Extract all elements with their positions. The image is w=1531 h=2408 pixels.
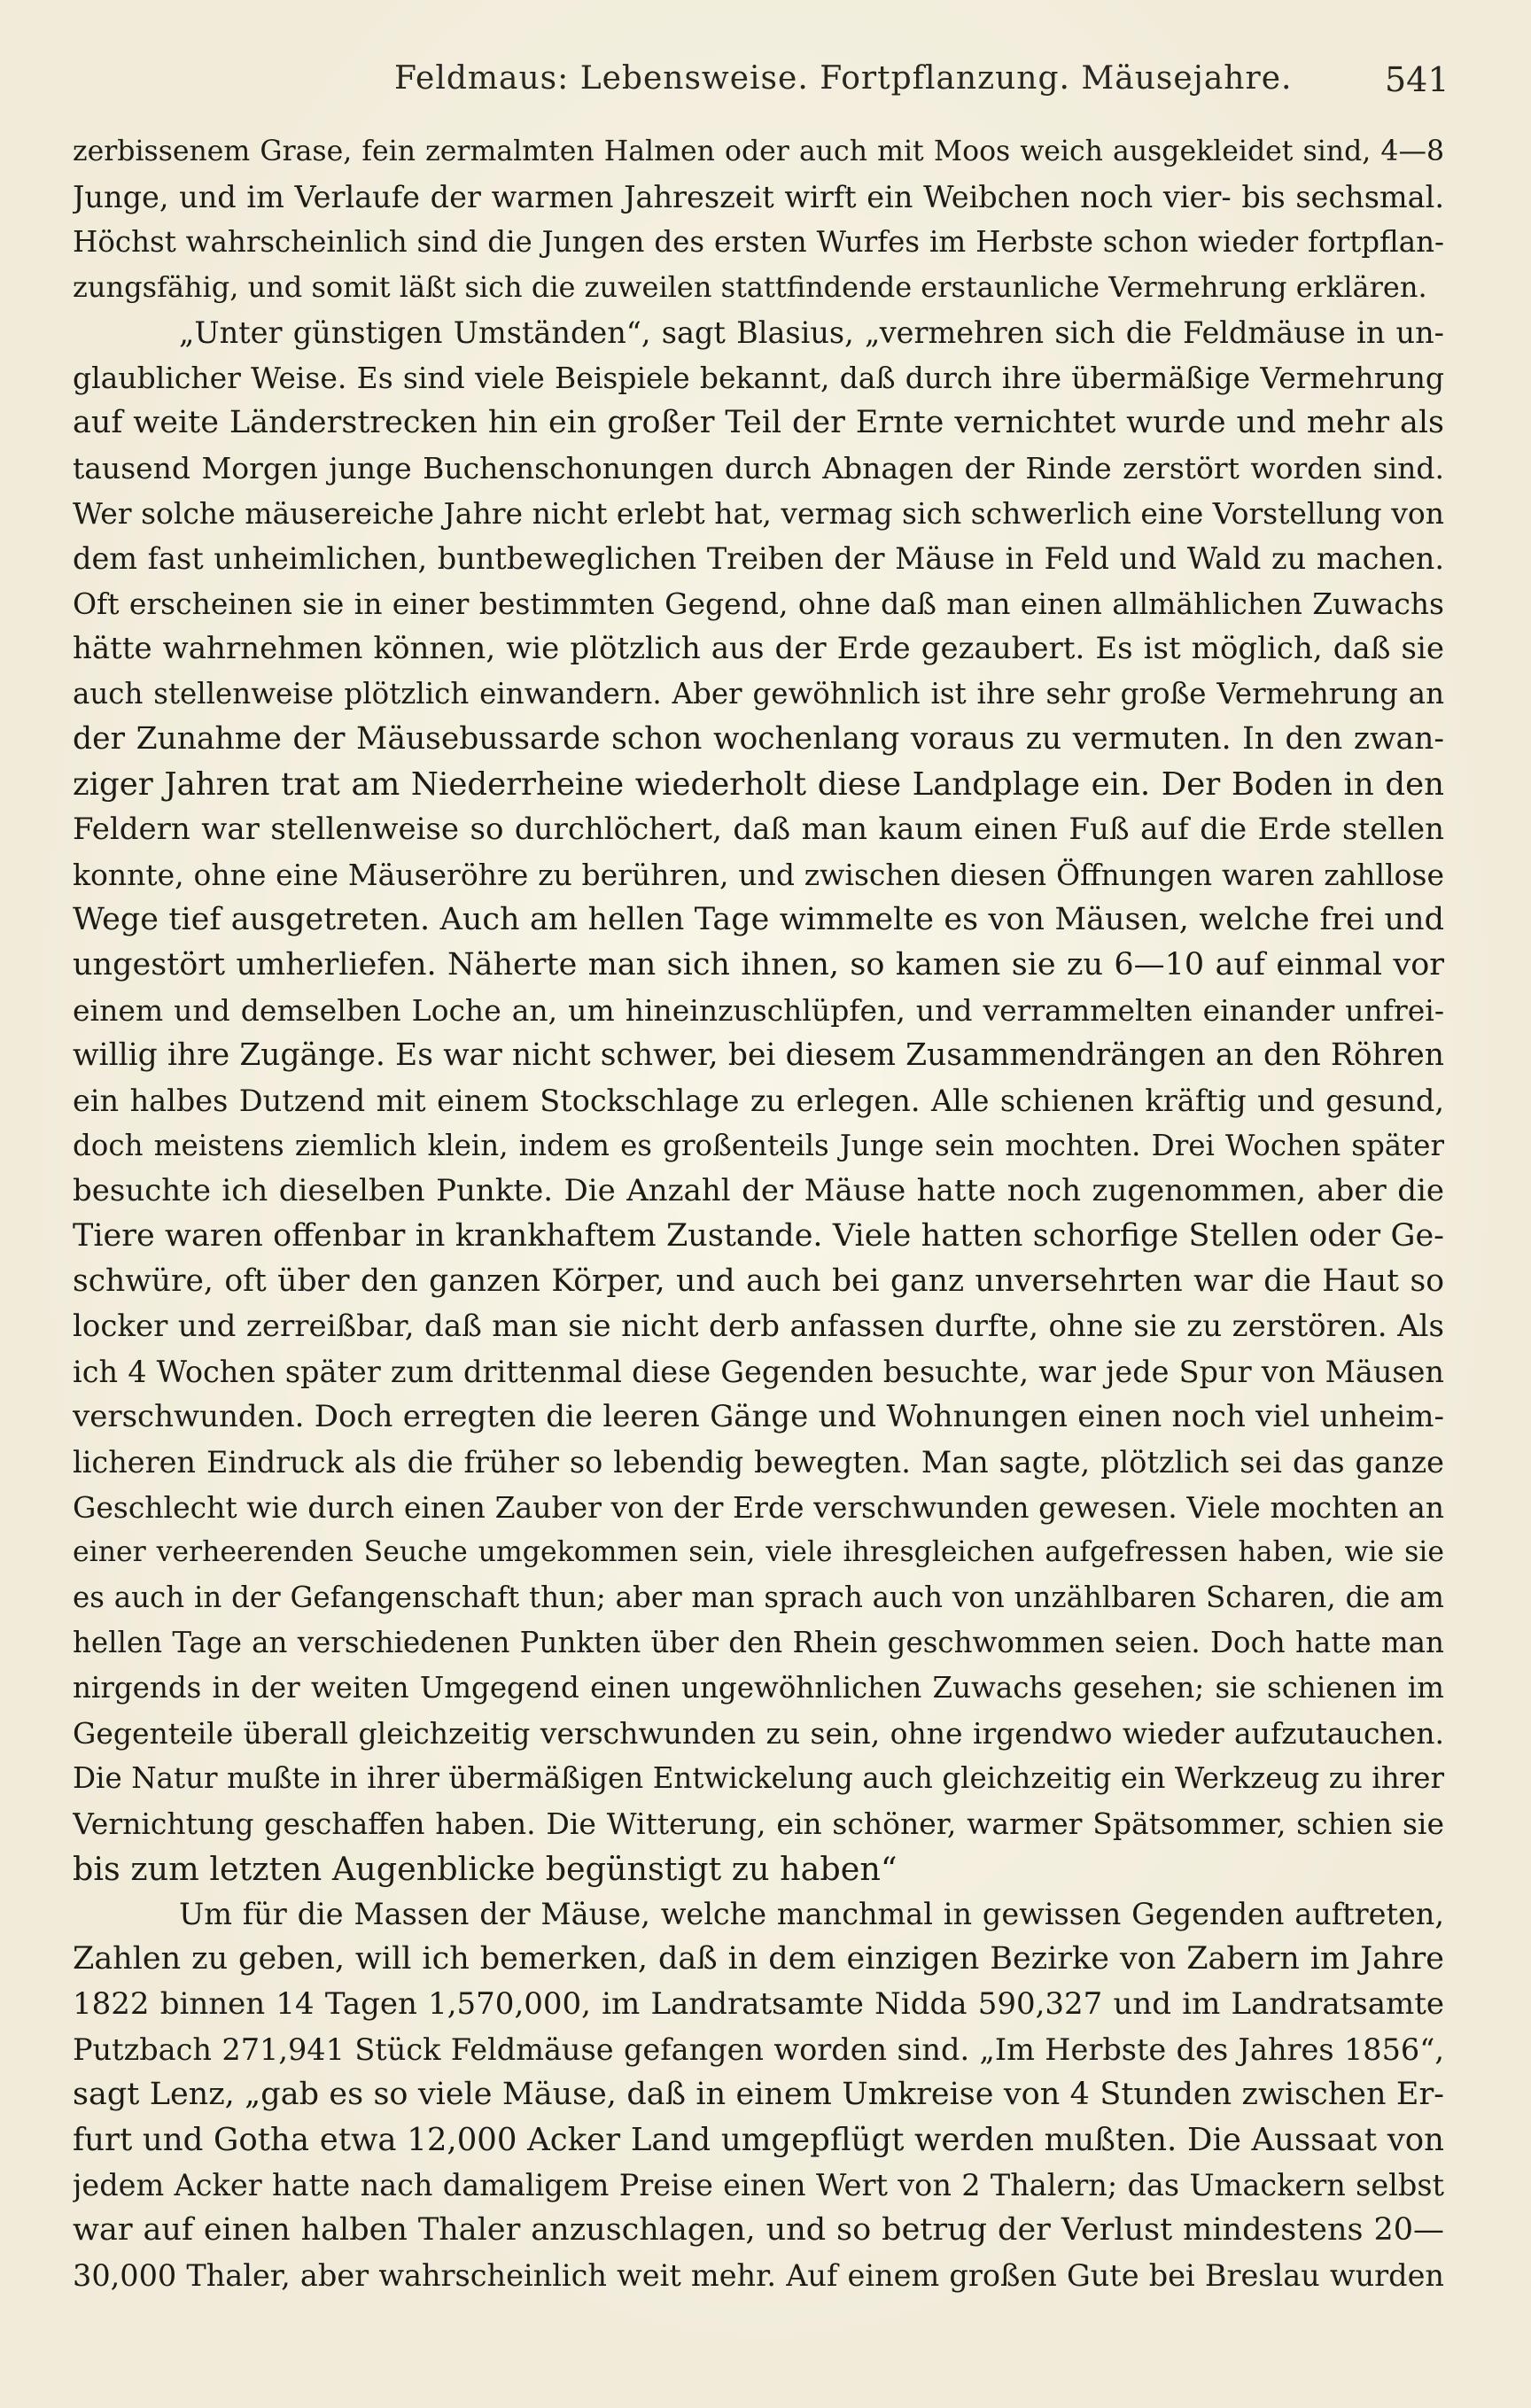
text-line: 1822 binnen 14 Tagen 1,570,000, im Landratsamte Nidda 590,327 und im Landratsamte	[73, 1986, 1444, 2022]
text-line: ein halbes Dutzend mit einem Stockschlage zu erlegen. Alle schienen kräftig und gesund,	[73, 1084, 1444, 1118]
text-line: Oft erscheinen sie in einer bestimmten Gegend, ohne daß man einen allmählichen Zuwachs	[73, 586, 1444, 621]
text-line: schwüre, oft über den ganzen Körper, und auch bei ganz unversehrten war die Haut so	[73, 1263, 1444, 1299]
text-line: Gegenteile überall gleichzeitig verschwunden zu sein, ohne irgendwo wieder aufzutauchen.	[73, 1716, 1444, 1751]
text-line: Junge, und im Verlaufe der warmen Jahreszeit wirft ein Weibchen noch vier- bis sechsmal.	[73, 180, 1444, 214]
body-text	[73, 129, 1444, 2298]
text-line: auf weite Länderstrecken hin ein großer Teil der Ernte vernichtet wurde und mehr als	[73, 405, 1444, 440]
text-line: es auch in der Gefangenschaft thun; aber man sprach auch von unzählbaren Scharen, die am	[73, 1581, 1444, 1614]
text-line: furt und Gotha etwa 12,000 Acker Land umgepflügt werden mußten. Die Aussaat von	[73, 2122, 1444, 2158]
text-line: bis zum letzten Augenblicke begünstigt zu haben“	[73, 1850, 898, 1888]
text-line: Wege tief ausgetreten. Auch am hellen Tage wimmelte es von Mäusen, welche frei und	[73, 902, 1444, 937]
text-line: sagt Lenz, „gab es so viele Mäuse, daß in einem Umkreise von 4 Stunden zwischen Er-	[73, 2077, 1444, 2112]
text-line: locker und zerreißbar, daß man sie nicht derb anfassen durfte, ohne sie zu zerstören. Als	[73, 1309, 1444, 1344]
text-line: Tiere waren offenbar in krankhaftem Zustande. Viele hatten schorfige Stellen oder Ge-	[73, 1218, 1444, 1254]
text-line: glaublicher Weise. Es sind viele Beispiele bekannt, daß durch ihre übermäßige Vermehrung	[73, 361, 1444, 395]
text-line: „Unter günstigen Umständen“, sagt Blasius, „vermehren sich die Feldmäuse in un-	[179, 315, 1444, 350]
text-line: doch meistens ziemlich klein, indem es großenteils Junge sein mochten. Drei Wochen später	[73, 1129, 1444, 1162]
text-line: einer verheerenden Seuche umgekommen sein, viele ihresgleichen aufgefressen haben, wie sie	[73, 1536, 1444, 1568]
text-line: Geschlecht wie durch einen Zauber von der Erde verschwunden gewesen. Viele mochten an	[73, 1490, 1444, 1525]
text-line: war auf einen halben Thaler anzuschlagen, und so betrug der Verlust mindestens 20—	[73, 2212, 1444, 2248]
text-line: hätte wahrnehmen können, wie plötzlich aus der Erde gezaubert. Es ist möglich, daß sie	[73, 631, 1444, 666]
text-line: Vernichtung geschaffen haben. Die Witterung, ein schöner, warmer Spätsommer, schien sie	[73, 1806, 1444, 1841]
text-line: nirgends in der weiten Umgegend einen ungewöhnlichen Zuwachs gesehen; sie schienen im	[73, 1671, 1444, 1705]
text-line: willig ihre Zugänge. Es war nicht schwer, bei diesem Zusammendrängen an den Röhren	[73, 1037, 1444, 1073]
text-line: hellen Tage an verschiedenen Punkten über den Rhein geschwommen seien. Doch hatte man	[73, 1626, 1444, 1659]
text-line: zungsfähig, und somit läßt sich die zuweilen stattfindende erstaunliche Vermehrung erklären.	[73, 270, 1427, 304]
text-line: Feldern war stellenweise so durchlöchert, daß man kaum einen Fuß auf die Erde stellen	[73, 812, 1444, 847]
text-line: ungestört umherliefen. Näherte man sich ihnen, so kamen sie zu 6—10 auf einmal vor	[73, 947, 1444, 983]
text-line: der Zunahme der Mäusebussarde schon wochenlang voraus zu vermuten. In den zwan-	[73, 721, 1444, 757]
running-header	[0, 55, 1531, 108]
text-line: Um für die Massen der Mäuse, welche manchmal in gewissen Gegenden auftreten,	[179, 1897, 1444, 1931]
text-line: licheren Eindruck als die früher so lebendig bewegten. Man sagte, plötzlich sei das ganze	[73, 1445, 1444, 1480]
text-line: verschwunden. Doch erregten die leeren Gänge und Wohnungen einen noch viel unheim-	[73, 1399, 1444, 1434]
text-line: konnte, ohne eine Mäuseröhre zu berühren, und zwischen diesen Öffnungen waren zahllose	[73, 858, 1444, 892]
text-line: besuchte ich dieselben Punkte. Die Anzahl der Mäuse hatte noch zugenommen, aber die	[73, 1173, 1444, 1208]
text-line: dem fast unheimlichen, buntbeweglichen Treiben der Mäuse in Feld und Wald zu machen.	[73, 541, 1444, 576]
running-title: Feldmaus: Lebensweise. Fortpflanzung. Mäusejahre.	[394, 60, 1293, 97]
text-line: Höchst wahrscheinlich sind die Jungen des ersten Wurfes im Herbste schon wieder fortpflan-	[73, 225, 1444, 259]
text-line: ich 4 Wochen später zum drittenmal diese Gegenden besuchte, war jede Spur von Mäusen	[73, 1355, 1444, 1389]
text-line: 30,000 Thaler, aber wahrscheinlich weit mehr. Auf einem großen Gute bei Breslau wurden	[73, 2258, 1444, 2293]
text-line: einem und demselben Loche an, um hineinzuschlüpfen, und verrammelten einander unfrei-	[73, 993, 1444, 1028]
text-line: tausend Morgen junge Buchenschonungen durch Abnagen der Rinde zerstört worden sind.	[73, 451, 1444, 485]
text-line: zerbissenem Grase, fein zermalmten Halmen oder auch mit Moos weich ausgekleidet sind, 4—8	[73, 136, 1444, 167]
text-line: Die Natur mußte in ihrer übermäßigen Entwickelung auch gleichzeitig ein Werkzeug zu ihrer	[73, 1761, 1444, 1795]
text-line: Wer solche mäusereiche Jahre nicht erlebt hat, vermag sich schwerlich eine Vorstellung von	[73, 496, 1444, 531]
text-line: jedem Acker hatte nach damaligem Preise einen Wert von 2 Thalern; das Umackern selbst	[73, 2168, 1444, 2202]
text-line: ziger Jahren trat am Niederrheine wiederholt diese Landplage ein. Der Boden in den	[73, 766, 1444, 803]
text-line: auch stellenweise plötzlich einwandern. Aber gewöhnlich ist ihre sehr große Vermehrung an	[73, 677, 1444, 711]
text-line: Zahlen zu geben, will ich bemerken, daß in dem einzigen Bezirke von Zabern im Jahre	[73, 1941, 1444, 1977]
page-number: 541	[1385, 60, 1449, 99]
text-line: Putzbach 271,941 Stück Feldmäuse gefangen worden sind. „Im Herbste des Jahres 1856“,	[73, 2032, 1444, 2067]
